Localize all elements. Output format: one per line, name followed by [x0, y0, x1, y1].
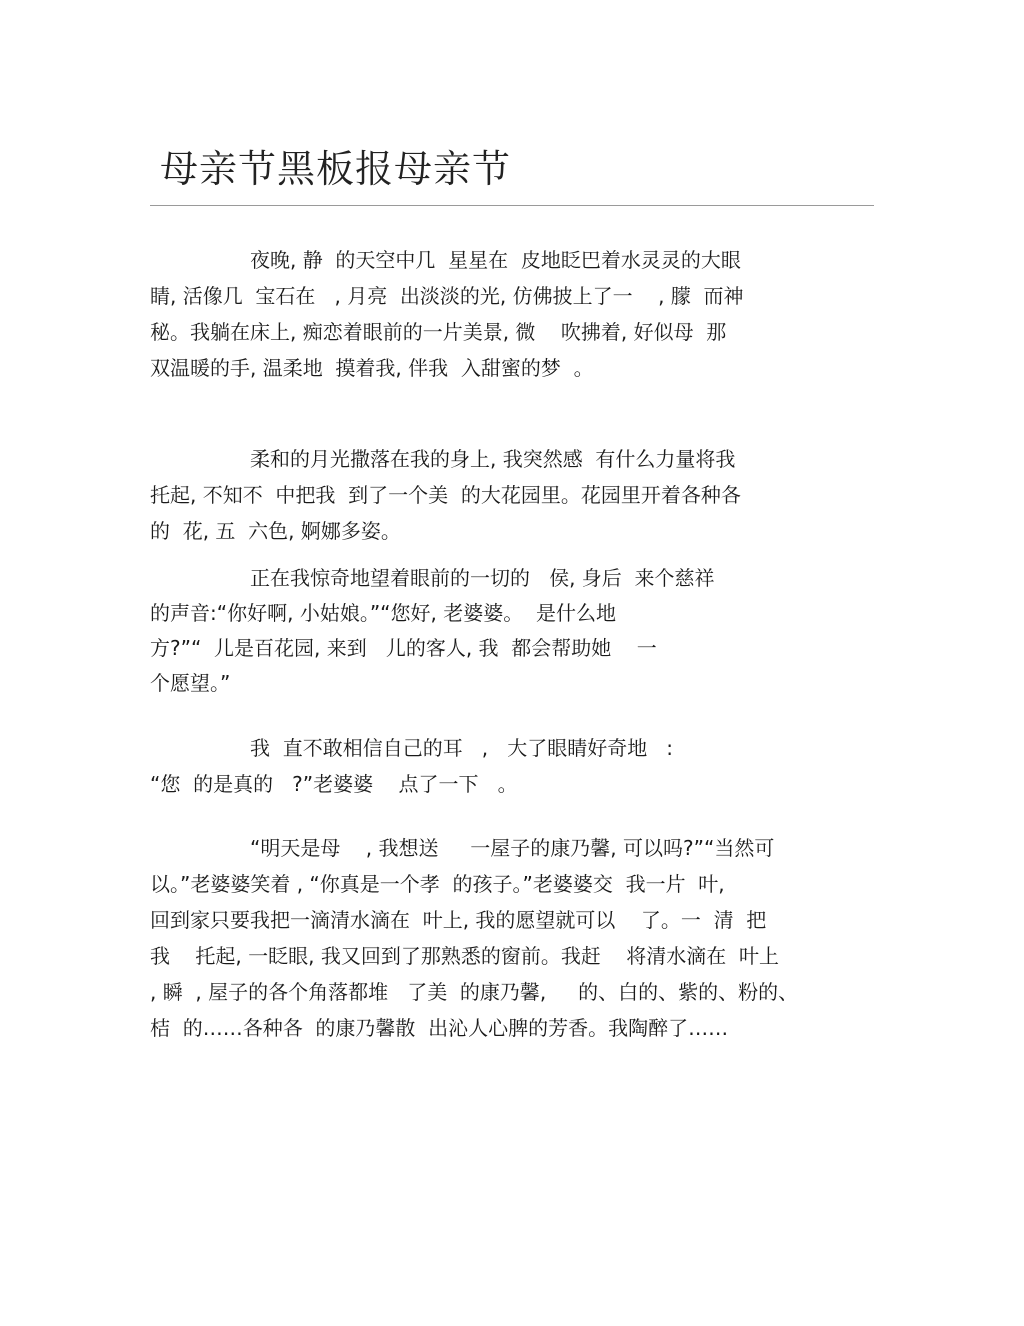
paragraph-line: 桔 的……各种各 的康乃馨散 出沁人心脾的芳香。我陶醉了…… [150, 1016, 729, 1040]
paragraph-line: 的声音:“你好啊, 小姑娘。”“您好, 老婆婆。 是什么地 [150, 601, 616, 625]
paragraph-line: “明天是母 , 我想送 一屋子的康乃馨, 可以吗?”“当然可 [250, 836, 775, 860]
title-divider [150, 205, 874, 206]
paragraph-line: 我 直不敢相信自己的耳 , 大了眼睛好奇地 : [250, 736, 674, 760]
paragraph-line: 托起, 不知不 中把我 到了一个美 的大花园里。花园里开着各种各 [150, 483, 741, 507]
paragraph-line: “您 的是真的 ?”老婆婆 点了一下 。 [150, 772, 518, 796]
paragraph-3 [150, 561, 830, 701]
paragraph-line: 我 托起, 一眨眼, 我又回到了那熟悉的窗前。我赶 将清水滴在 叶上 [150, 944, 780, 968]
page-title: 母亲节黑板报母亲节 [160, 147, 512, 191]
paragraph-line: 秘。我躺在床上, 痴恋着眼前的一片美景, 微 吹拂着, 好似母 那 [150, 320, 727, 344]
paragraph-line: 回到家只要我把一滴清水滴在 叶上, 我的愿望就可以 了。一 清 把 [150, 908, 767, 932]
paragraph-line: 以。”老婆婆笑着 , “你真是一个孝 的孩子。”老婆婆交 我一片 叶, [150, 872, 725, 896]
paragraph-line: 柔和的月光撒落在我的身上, 我突然感 有什么力量将我 [250, 447, 736, 471]
paragraph-line: 方?”“ 儿是百花园, 来到 儿的客人, 我 都会帮助她 一 [150, 636, 657, 660]
paragraph-line: 个愿望。” [150, 671, 231, 695]
paragraph-5 [150, 830, 830, 1046]
paragraph-line: , 瞬 , 屋子的各个角落都堆 了美 的康乃馨, 的、白的、紫的、粉的、 [150, 980, 799, 1004]
paragraph-1 [150, 242, 830, 386]
paragraph-4 [150, 730, 830, 802]
paragraph-line: 双温暖的手, 温柔地 摸着我, 伴我 入甜蜜的梦 。 [150, 356, 594, 380]
paragraph-line: 睛, 活像几 宝石在 , 月亮 出淡淡的光, 仿佛披上了一 , 朦 而神 [150, 284, 744, 308]
paragraph-line: 正在我惊奇地望着眼前的一切的 侯, 身后 来个慈祥 [250, 566, 715, 590]
paragraph-line: 的 花, 五 六色, 婀娜多姿。 [150, 519, 401, 543]
paragraph-2 [150, 441, 830, 549]
paragraph-line: 夜晚, 静 的天空中几 星星在 皮地眨巴着水灵灵的大眼 [250, 248, 741, 272]
